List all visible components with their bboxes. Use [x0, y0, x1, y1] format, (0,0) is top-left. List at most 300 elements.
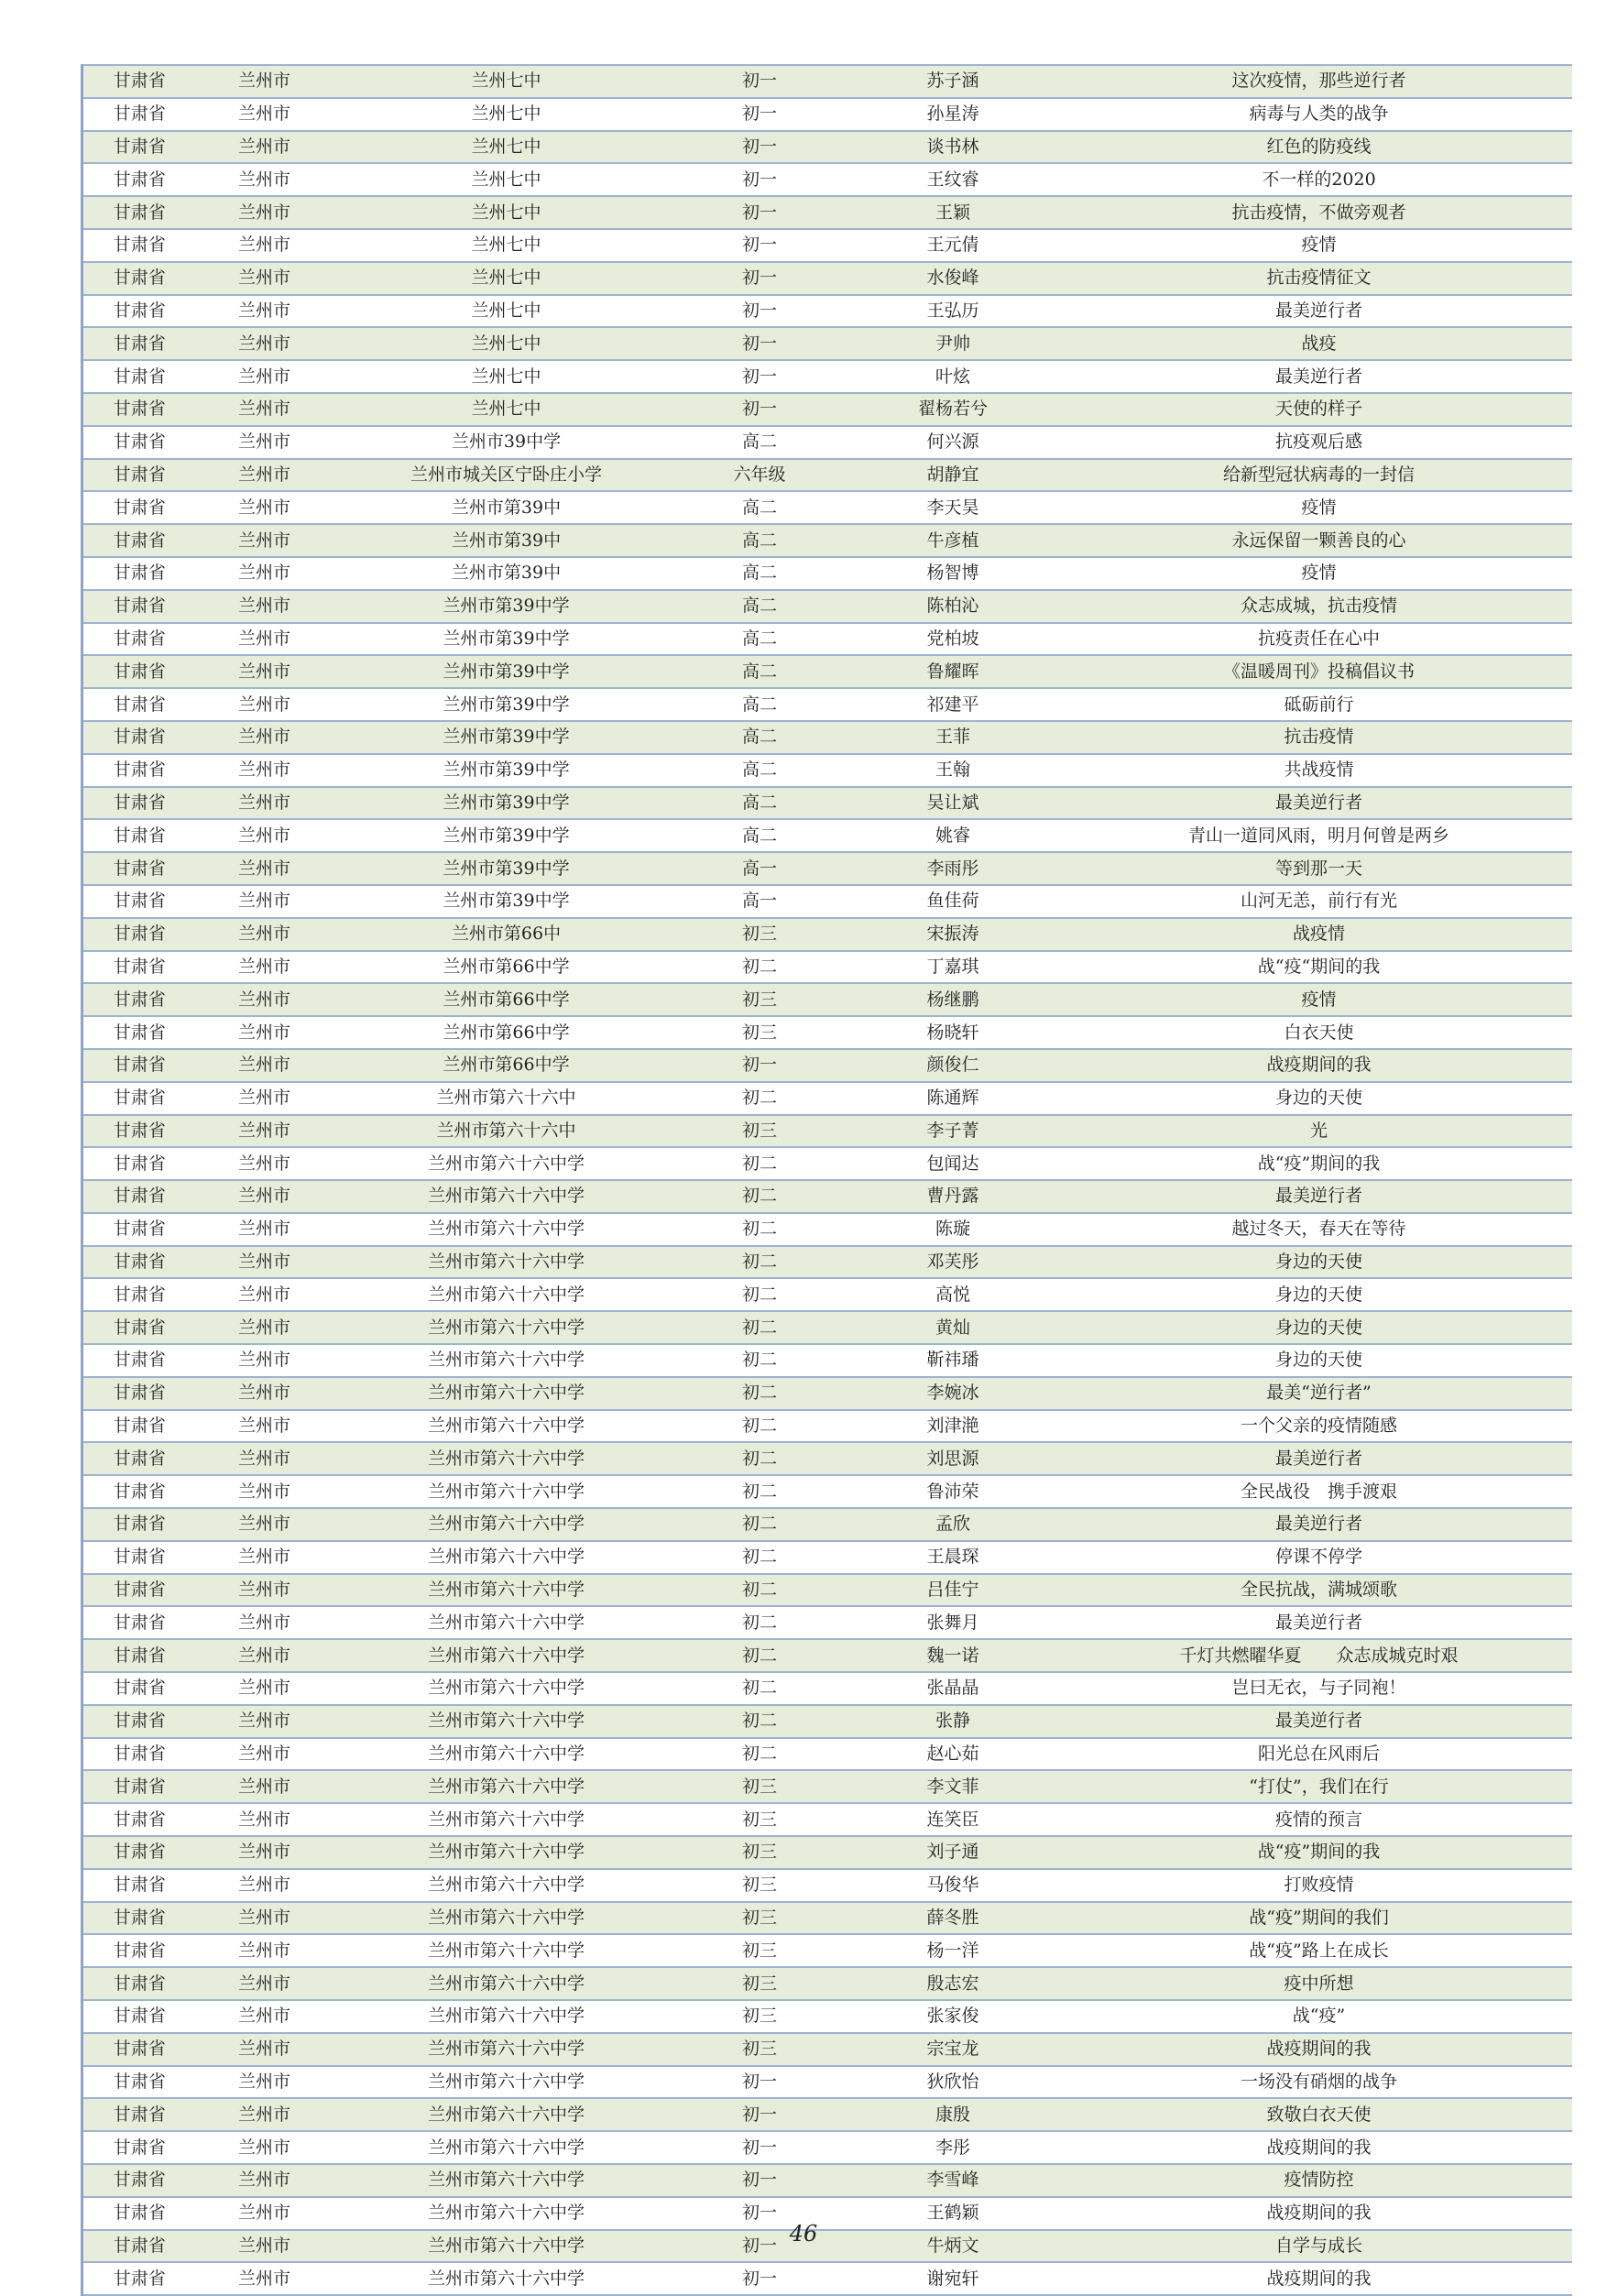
- grade-cell: 高二: [680, 623, 840, 656]
- city-cell: 兰州市: [196, 327, 333, 360]
- essay-title-cell: 最美逆行者: [1066, 360, 1572, 393]
- city-cell: 兰州市: [196, 1770, 333, 1803]
- essay-title-cell: 战“疫”期间的我: [1066, 1836, 1572, 1869]
- city-cell: 兰州市: [196, 262, 333, 295]
- table-row: [82, 1410, 1572, 1443]
- school-cell: 兰州市第39中学: [333, 754, 680, 787]
- grade-cell: 初一: [680, 295, 840, 328]
- school-cell: 兰州市第六十六中学: [333, 1442, 680, 1475]
- province-cell: 甘肃省: [82, 1147, 196, 1180]
- table-row: [82, 1869, 1572, 1902]
- table-row: [82, 2262, 1572, 2295]
- city-cell: 兰州市: [196, 655, 333, 688]
- table-row: [82, 2164, 1572, 2197]
- student-name-cell: 尹帅: [840, 327, 1066, 360]
- province-cell: 甘肃省: [82, 393, 196, 426]
- student-name-cell: 杨继鹏: [840, 983, 1066, 1016]
- province-cell: 甘肃省: [82, 721, 196, 754]
- table-row: [82, 1082, 1572, 1115]
- grade-cell: 初二: [680, 1541, 840, 1574]
- essay-title-cell: 最美逆行者: [1066, 1508, 1572, 1541]
- province-cell: 甘肃省: [82, 1672, 196, 1705]
- essay-title-cell: 众志成城，抗击疫情: [1066, 590, 1572, 623]
- school-cell: 兰州市第六十六中学: [333, 1311, 680, 1344]
- table-row: [82, 2066, 1572, 2099]
- table-row: [82, 1311, 1572, 1344]
- school-cell: 兰州市第39中学: [333, 623, 680, 656]
- school-cell: 兰州市第六十六中学: [333, 2000, 680, 2033]
- student-name-cell: 黄灿: [840, 1311, 1066, 1344]
- essay-title-cell: 最美逆行者: [1066, 1442, 1572, 1475]
- grade-cell: 初三: [680, 1016, 840, 1049]
- table-row: [82, 524, 1572, 557]
- grade-cell: 初一: [680, 360, 840, 393]
- table-row: [82, 360, 1572, 393]
- student-name-cell: 杨晓轩: [840, 1016, 1066, 1049]
- grade-cell: 高二: [680, 655, 840, 688]
- school-cell: 兰州市第六十六中学: [333, 1639, 680, 1672]
- school-cell: 兰州七中: [333, 393, 680, 426]
- student-name-cell: 吴让斌: [840, 787, 1066, 820]
- school-cell: 兰州市第六十六中学: [333, 1902, 680, 1935]
- school-cell: 兰州市城关区宁卧庄小学: [333, 459, 680, 492]
- city-cell: 兰州市: [196, 1344, 333, 1377]
- province-cell: 甘肃省: [82, 1016, 196, 1049]
- province-cell: 甘肃省: [82, 98, 196, 131]
- province-cell: 甘肃省: [82, 983, 196, 1016]
- essay-title-cell: 共战疫情: [1066, 754, 1572, 787]
- city-cell: 兰州市: [196, 2000, 333, 2033]
- grade-cell: 初一: [680, 2131, 840, 2164]
- student-name-cell: 党柏坡: [840, 623, 1066, 656]
- school-cell: 兰州市第39中学: [333, 852, 680, 885]
- table-row: [82, 1246, 1572, 1279]
- grade-cell: 初三: [680, 918, 840, 951]
- school-cell: 兰州七中: [333, 196, 680, 229]
- grade-cell: 初一: [680, 2098, 840, 2131]
- province-cell: 甘肃省: [82, 196, 196, 229]
- school-cell: 兰州市第六十六中学: [333, 1278, 680, 1311]
- province-cell: 甘肃省: [82, 1770, 196, 1803]
- city-cell: 兰州市: [196, 557, 333, 590]
- essay-title-cell: 山河无恙，前行有光: [1066, 885, 1572, 918]
- grade-cell: 初一: [680, 229, 840, 262]
- entries-table-body: [82, 65, 1572, 2295]
- city-cell: 兰州市: [196, 951, 333, 984]
- table-row: [82, 393, 1572, 426]
- grade-cell: 初二: [680, 1738, 840, 1771]
- table-row: [82, 885, 1572, 918]
- essay-title-cell: 最美逆行者: [1066, 295, 1572, 328]
- table-row: [82, 590, 1572, 623]
- grade-cell: 初一: [680, 2197, 840, 2230]
- school-cell: 兰州市第39中学: [333, 819, 680, 852]
- grade-cell: 初三: [680, 1869, 840, 1902]
- student-name-cell: 王鹤颖: [840, 2197, 1066, 2230]
- school-cell: 兰州市第六十六中学: [333, 1836, 680, 1869]
- province-cell: 甘肃省: [82, 1705, 196, 1738]
- grade-cell: 初二: [680, 1147, 840, 1180]
- student-name-cell: 陈通辉: [840, 1082, 1066, 1115]
- province-cell: 甘肃省: [82, 590, 196, 623]
- student-name-cell: 祁建平: [840, 688, 1066, 721]
- essay-title-cell: 疫情: [1066, 229, 1572, 262]
- student-name-cell: 王翰: [840, 754, 1066, 787]
- student-name-cell: 魏一诺: [840, 1639, 1066, 1672]
- table-row: [82, 1541, 1572, 1574]
- table-row: [82, 2033, 1572, 2066]
- province-cell: 甘肃省: [82, 1344, 196, 1377]
- province-cell: 甘肃省: [82, 623, 196, 656]
- province-cell: 甘肃省: [82, 918, 196, 951]
- province-cell: 甘肃省: [82, 1967, 196, 2000]
- student-name-cell: 宋振涛: [840, 918, 1066, 951]
- school-cell: 兰州市第六十六中: [333, 1082, 680, 1115]
- province-cell: 甘肃省: [82, 1049, 196, 1082]
- student-name-cell: 丁嘉琪: [840, 951, 1066, 984]
- essay-title-cell: 抗疫责任在心中: [1066, 623, 1572, 656]
- table-row: [82, 196, 1572, 229]
- student-name-cell: 张晶晶: [840, 1672, 1066, 1705]
- grade-cell: 初二: [680, 951, 840, 984]
- student-name-cell: 王菲: [840, 721, 1066, 754]
- grade-cell: 初三: [680, 1967, 840, 2000]
- essay-title-cell: 停课不停学: [1066, 1541, 1572, 1574]
- city-cell: 兰州市: [196, 819, 333, 852]
- grade-cell: 高二: [680, 590, 840, 623]
- essay-title-cell: 疫中所想: [1066, 1967, 1572, 2000]
- table-row: [82, 819, 1572, 852]
- school-cell: 兰州市第六十六中学: [333, 1246, 680, 1279]
- school-cell: 兰州市第六十六中: [333, 1115, 680, 1148]
- city-cell: 兰州市: [196, 2033, 333, 2066]
- grade-cell: 高二: [680, 557, 840, 590]
- province-cell: 甘肃省: [82, 1115, 196, 1148]
- grade-cell: 初二: [680, 1574, 840, 1607]
- student-name-cell: 谈书林: [840, 131, 1066, 164]
- province-cell: 甘肃省: [82, 1508, 196, 1541]
- table-row: [82, 1344, 1572, 1377]
- student-name-cell: 张静: [840, 1705, 1066, 1738]
- city-cell: 兰州市: [196, 1606, 333, 1639]
- student-name-cell: 靳祎璠: [840, 1344, 1066, 1377]
- province-cell: 甘肃省: [82, 2131, 196, 2164]
- essay-title-cell: 病毒与人类的战争: [1066, 98, 1572, 131]
- province-cell: 甘肃省: [82, 491, 196, 524]
- table-row: [82, 1738, 1572, 1771]
- essay-title-cell: 致敬白衣天使: [1066, 2098, 1572, 2131]
- school-cell: 兰州市第六十六中学: [333, 2131, 680, 2164]
- essay-title-cell: 疫情的预言: [1066, 1803, 1572, 1836]
- essay-title-cell: 这次疫情，那些逆行者: [1066, 65, 1572, 98]
- city-cell: 兰州市: [196, 590, 333, 623]
- province-cell: 甘肃省: [82, 1180, 196, 1213]
- school-cell: 兰州七中: [333, 163, 680, 196]
- grade-cell: 初二: [680, 1705, 840, 1738]
- province-cell: 甘肃省: [82, 2164, 196, 2197]
- province-cell: 甘肃省: [82, 327, 196, 360]
- city-cell: 兰州市: [196, 2262, 333, 2295]
- city-cell: 兰州市: [196, 1115, 333, 1148]
- province-cell: 甘肃省: [82, 2098, 196, 2131]
- student-name-cell: 苏子涵: [840, 65, 1066, 98]
- school-cell: 兰州市第六十六中学: [333, 1672, 680, 1705]
- essay-title-cell: 抗击疫情: [1066, 721, 1572, 754]
- table-row: [82, 65, 1572, 98]
- city-cell: 兰州市: [196, 885, 333, 918]
- table-row: [82, 229, 1572, 262]
- table-row: [82, 1377, 1572, 1410]
- student-name-cell: 鲁耀晖: [840, 655, 1066, 688]
- province-cell: 甘肃省: [82, 1213, 196, 1246]
- province-cell: 甘肃省: [82, 885, 196, 918]
- city-cell: 兰州市: [196, 491, 333, 524]
- table-row: [82, 1705, 1572, 1738]
- table-row: [82, 623, 1572, 656]
- city-cell: 兰州市: [196, 1541, 333, 1574]
- province-cell: 甘肃省: [82, 1311, 196, 1344]
- entries-table: [81, 64, 1572, 2296]
- school-cell: 兰州市第六十六中学: [333, 1574, 680, 1607]
- school-cell: 兰州七中: [333, 229, 680, 262]
- grade-cell: 高二: [680, 688, 840, 721]
- table-row: [82, 1672, 1572, 1705]
- province-cell: 甘肃省: [82, 426, 196, 459]
- grade-cell: 初二: [680, 1475, 840, 1508]
- school-cell: 兰州七中: [333, 360, 680, 393]
- student-name-cell: 刘子通: [840, 1836, 1066, 1869]
- essay-title-cell: 等到那一天: [1066, 852, 1572, 885]
- essay-title-cell: 最美逆行者: [1066, 1705, 1572, 1738]
- city-cell: 兰州市: [196, 459, 333, 492]
- school-cell: 兰州市39中学: [333, 426, 680, 459]
- grade-cell: 高二: [680, 754, 840, 787]
- student-name-cell: 李雨彤: [840, 852, 1066, 885]
- table-row: [82, 1016, 1572, 1049]
- school-cell: 兰州七中: [333, 98, 680, 131]
- city-cell: 兰州市: [196, 1475, 333, 1508]
- city-cell: 兰州市: [196, 1246, 333, 1279]
- table-row: [82, 1606, 1572, 1639]
- essay-title-cell: 越过冬天，春天在等待: [1066, 1213, 1572, 1246]
- city-cell: 兰州市: [196, 1803, 333, 1836]
- province-cell: 甘肃省: [82, 2230, 196, 2263]
- student-name-cell: 马俊华: [840, 1869, 1066, 1902]
- city-cell: 兰州市: [196, 131, 333, 164]
- essay-title-cell: 抗击疫情征文: [1066, 262, 1572, 295]
- student-name-cell: 李天昊: [840, 491, 1066, 524]
- grade-cell: 初二: [680, 1377, 840, 1410]
- school-cell: 兰州七中: [333, 327, 680, 360]
- essay-title-cell: 红色的防疫线: [1066, 131, 1572, 164]
- school-cell: 兰州市第39中学: [333, 590, 680, 623]
- school-cell: 兰州市第39中学: [333, 885, 680, 918]
- essay-title-cell: 千灯共燃曜华夏 众志成城克时艰: [1066, 1639, 1572, 1672]
- school-cell: 兰州市第六十六中学: [333, 1147, 680, 1180]
- student-name-cell: 康殷: [840, 2098, 1066, 2131]
- essay-title-cell: 全民抗战，满城颂歌: [1066, 1574, 1572, 1607]
- school-cell: 兰州七中: [333, 131, 680, 164]
- essay-title-cell: 战疫期间的我: [1066, 2262, 1572, 2295]
- table-row: [82, 1442, 1572, 1475]
- essay-title-cell: 身边的天使: [1066, 1082, 1572, 1115]
- city-cell: 兰州市: [196, 1672, 333, 1705]
- grade-cell: 初一: [680, 65, 840, 98]
- essay-title-cell: 光: [1066, 1115, 1572, 1148]
- province-cell: 甘肃省: [82, 951, 196, 984]
- table-row: [82, 983, 1572, 1016]
- essay-title-cell: 最美逆行者: [1066, 1606, 1572, 1639]
- table-row: [82, 787, 1572, 820]
- province-cell: 甘肃省: [82, 1902, 196, 1935]
- province-cell: 甘肃省: [82, 1803, 196, 1836]
- school-cell: 兰州市第39中学: [333, 721, 680, 754]
- table-row: [82, 163, 1572, 196]
- essay-title-cell: 不一样的2020: [1066, 163, 1572, 196]
- school-cell: 兰州市第六十六中学: [333, 1738, 680, 1771]
- grade-cell: 初一: [680, 98, 840, 131]
- student-name-cell: 翟杨若兮: [840, 393, 1066, 426]
- province-cell: 甘肃省: [82, 1082, 196, 1115]
- grade-cell: 初二: [680, 1508, 840, 1541]
- student-name-cell: 杨智博: [840, 557, 1066, 590]
- city-cell: 兰州市: [196, 1639, 333, 1672]
- grade-cell: 初二: [680, 1639, 840, 1672]
- school-cell: 兰州市第六十六中学: [333, 2230, 680, 2263]
- school-cell: 兰州七中: [333, 295, 680, 328]
- city-cell: 兰州市: [196, 98, 333, 131]
- essay-title-cell: 最美逆行者: [1066, 1180, 1572, 1213]
- table-row: [82, 459, 1572, 492]
- school-cell: 兰州七中: [333, 262, 680, 295]
- city-cell: 兰州市: [196, 1410, 333, 1443]
- city-cell: 兰州市: [196, 1016, 333, 1049]
- essay-title-cell: 疫情: [1066, 557, 1572, 590]
- student-name-cell: 陈璇: [840, 1213, 1066, 1246]
- essay-title-cell: 战疫期间的我: [1066, 1049, 1572, 1082]
- essay-title-cell: 最美逆行者: [1066, 787, 1572, 820]
- essay-title-cell: 打败疫情: [1066, 1869, 1572, 1902]
- student-name-cell: 李彤: [840, 2131, 1066, 2164]
- grade-cell: 初二: [680, 1311, 840, 1344]
- student-name-cell: 牛炳文: [840, 2230, 1066, 2263]
- grade-cell: 初三: [680, 2000, 840, 2033]
- school-cell: 兰州市第六十六中学: [333, 1869, 680, 1902]
- table-row: [82, 1475, 1572, 1508]
- essay-title-cell: 身边的天使: [1066, 1344, 1572, 1377]
- grade-cell: 初二: [680, 1606, 840, 1639]
- page-number: 46: [789, 2221, 818, 2247]
- city-cell: 兰州市: [196, 1902, 333, 1935]
- student-name-cell: 陈柏沁: [840, 590, 1066, 623]
- table-row: [82, 1147, 1572, 1180]
- student-name-cell: 叶炫: [840, 360, 1066, 393]
- table-row: [82, 1213, 1572, 1246]
- school-cell: 兰州市第39中学: [333, 655, 680, 688]
- school-cell: 兰州市第六十六中学: [333, 2098, 680, 2131]
- essay-title-cell: 战疫: [1066, 327, 1572, 360]
- school-cell: 兰州市第66中: [333, 918, 680, 951]
- province-cell: 甘肃省: [82, 1869, 196, 1902]
- student-name-cell: 鲁沛荣: [840, 1475, 1066, 1508]
- essay-title-cell: 战疫期间的我: [1066, 2197, 1572, 2230]
- grade-cell: 初三: [680, 1902, 840, 1935]
- city-cell: 兰州市: [196, 1180, 333, 1213]
- school-cell: 兰州市第六十六中学: [333, 1344, 680, 1377]
- province-cell: 甘肃省: [82, 229, 196, 262]
- school-cell: 兰州市第66中学: [333, 951, 680, 984]
- province-cell: 甘肃省: [82, 1278, 196, 1311]
- grade-cell: 初一: [680, 1049, 840, 1082]
- province-cell: 甘肃省: [82, 295, 196, 328]
- essay-title-cell: 战“疫“期间的我: [1066, 951, 1572, 984]
- province-cell: 甘肃省: [82, 524, 196, 557]
- student-name-cell: 孟欣: [840, 1508, 1066, 1541]
- essay-title-cell: 疫情防控: [1066, 2164, 1572, 2197]
- table-row: [82, 1049, 1572, 1082]
- school-cell: 兰州市第39中学: [333, 787, 680, 820]
- student-name-cell: 薛冬胜: [840, 1902, 1066, 1935]
- province-cell: 甘肃省: [82, 819, 196, 852]
- student-name-cell: 何兴源: [840, 426, 1066, 459]
- province-cell: 甘肃省: [82, 1738, 196, 1771]
- table-row: [82, 98, 1572, 131]
- grade-cell: 初一: [680, 131, 840, 164]
- city-cell: 兰州市: [196, 2197, 333, 2230]
- essay-title-cell: 战疫期间的我: [1066, 2033, 1572, 2066]
- table-row: [82, 688, 1572, 721]
- student-name-cell: 杨一洋: [840, 1934, 1066, 1967]
- city-cell: 兰州市: [196, 426, 333, 459]
- essay-title-cell: 疫情: [1066, 983, 1572, 1016]
- grade-cell: 初三: [680, 1770, 840, 1803]
- city-cell: 兰州市: [196, 1213, 333, 1246]
- province-cell: 甘肃省: [82, 360, 196, 393]
- table-row: [82, 491, 1572, 524]
- student-name-cell: 王元倩: [840, 229, 1066, 262]
- school-cell: 兰州市第六十六中学: [333, 1606, 680, 1639]
- school-cell: 兰州七中: [333, 65, 680, 98]
- grade-cell: 高二: [680, 491, 840, 524]
- city-cell: 兰州市: [196, 360, 333, 393]
- grade-cell: 初一: [680, 163, 840, 196]
- table-row: [82, 918, 1572, 951]
- student-name-cell: 王纹睿: [840, 163, 1066, 196]
- city-cell: 兰州市: [196, 688, 333, 721]
- grade-cell: 初一: [680, 2066, 840, 2099]
- city-cell: 兰州市: [196, 2164, 333, 2197]
- essay-title-cell: 战疫期间的我: [1066, 2131, 1572, 2164]
- table-row: [82, 852, 1572, 885]
- city-cell: 兰州市: [196, 1869, 333, 1902]
- city-cell: 兰州市: [196, 1377, 333, 1410]
- city-cell: 兰州市: [196, 1934, 333, 1967]
- school-cell: 兰州市第六十六中学: [333, 1213, 680, 1246]
- essay-title-cell: 自学与成长: [1066, 2230, 1572, 2263]
- province-cell: 甘肃省: [82, 131, 196, 164]
- city-cell: 兰州市: [196, 623, 333, 656]
- city-cell: 兰州市: [196, 196, 333, 229]
- student-name-cell: 高悦: [840, 1278, 1066, 1311]
- grade-cell: 初三: [680, 2033, 840, 2066]
- grade-cell: 初三: [680, 1115, 840, 1148]
- city-cell: 兰州市: [196, 1508, 333, 1541]
- essay-title-cell: 永远保留一颗善良的心: [1066, 524, 1572, 557]
- student-name-cell: 李婉冰: [840, 1377, 1066, 1410]
- province-cell: 甘肃省: [82, 1246, 196, 1279]
- province-cell: 甘肃省: [82, 852, 196, 885]
- student-name-cell: 包闻达: [840, 1147, 1066, 1180]
